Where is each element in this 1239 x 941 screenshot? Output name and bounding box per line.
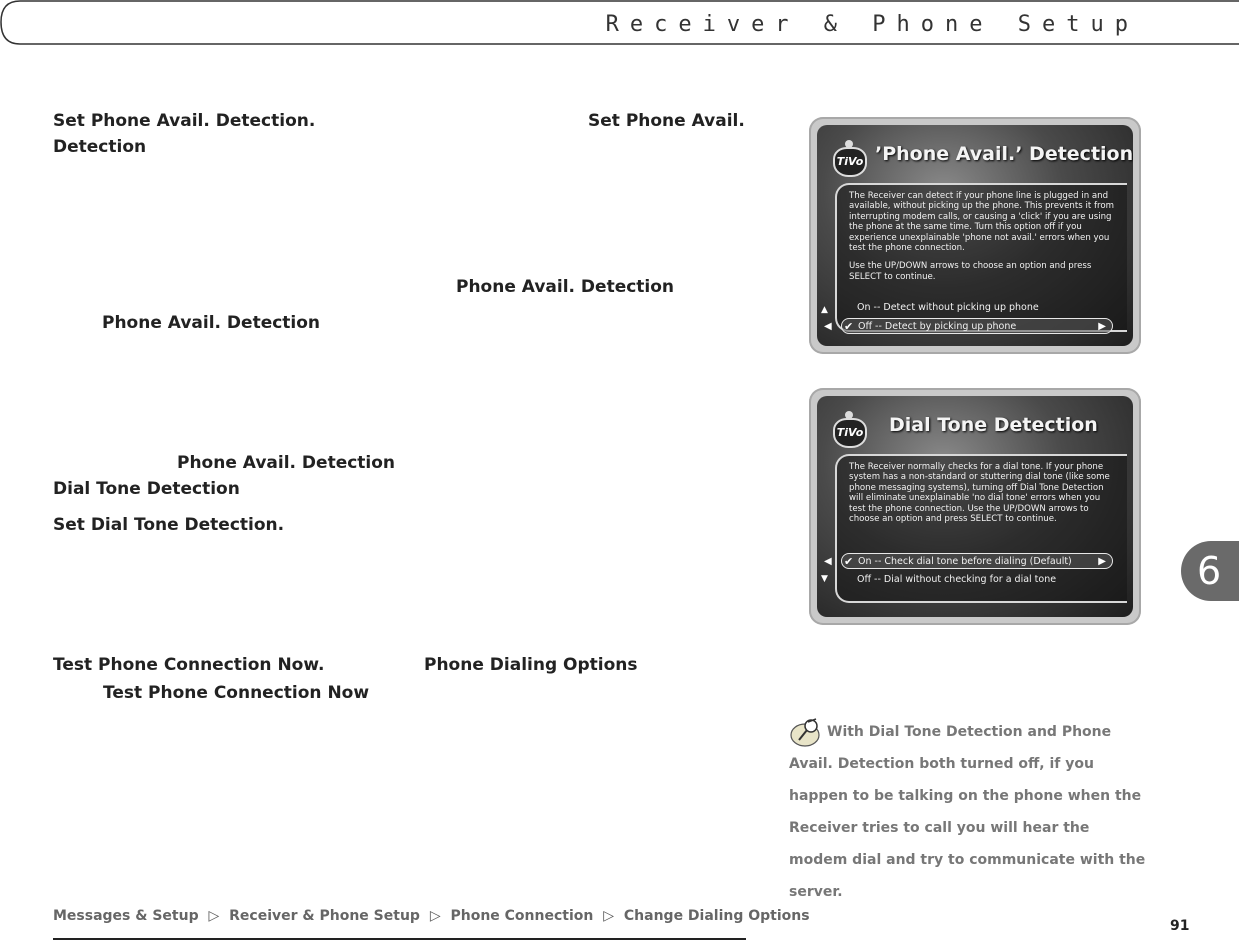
phone-avail-detection-screenshot <box>809 117 1141 354</box>
footer-rule <box>53 938 746 940</box>
checkmark-icon: ✔ <box>844 320 854 333</box>
up-arrow-icon: ▲ <box>821 305 828 315</box>
phone-dialing-options-label: Phone Dialing Options <box>424 655 638 675</box>
chapter-tab: 6 <box>1181 541 1239 601</box>
left-arrow-icon: ◀ <box>824 321 832 332</box>
right-arrow-icon: ▶ <box>1098 556 1106 567</box>
phone-avail-detection-label: Phone Avail. Detection <box>456 277 675 297</box>
breadcrumb-item[interactable]: Change Dialing Options <box>623 908 810 924</box>
option-label: On -- Check dial tone before dialing (Default) <box>858 556 1072 567</box>
breadcrumb-arrow-icon: ▷ <box>603 908 615 924</box>
detection-label: Detection <box>53 137 147 157</box>
tivo-logo: TiVo <box>833 418 867 448</box>
test-phone-connection-now-label: Test Phone Connection Now <box>103 683 370 703</box>
screen-body <box>849 462 1119 532</box>
down-arrow-icon: ▼ <box>821 574 828 584</box>
checkmark-icon: ✔ <box>844 555 854 568</box>
screen-title: ’Phone Avail.’ Detection <box>875 143 1133 165</box>
breadcrumb-item[interactable]: Receiver & Phone Setup <box>229 908 420 924</box>
screen-paragraph: Use the UP/DOWN arrows to choose an option and press SELECT to continue. <box>849 261 1092 282</box>
tivo-logo: TiVo <box>833 147 867 177</box>
tip-note <box>789 716 1149 908</box>
breadcrumb-arrow-icon: ▷ <box>429 908 441 924</box>
page-header-title: Receiver & Phone Setup <box>605 12 1139 37</box>
tv-screen <box>817 125 1133 346</box>
set-phone-avail-label: Set Phone Avail. <box>588 111 745 131</box>
page-header <box>0 0 1239 46</box>
page-number: 91 <box>1170 918 1190 934</box>
phone-avail-detection-label: Phone Avail. Detection <box>177 453 396 473</box>
breadcrumb <box>53 908 810 924</box>
screen-paragraph: The Receiver normally checks for a dial tone. If your phone system has a non-standard or stuttering dial tone (like some phone messaging systems), turning off Dial Tone Detection will eliminate unexplainable 'no dial tone' errors when you test the phone connection. Use the UP/DOWN arrows to choose an option and press SELECT to continue. <box>849 462 1110 525</box>
phone-avail-detection-label: Phone Avail. Detection <box>102 313 321 333</box>
option-on[interactable] <box>841 300 1113 316</box>
set-phone-avail-detection-label: Set Phone Avail. Detection. <box>53 111 316 131</box>
breadcrumb-arrow-icon: ▷ <box>208 908 220 924</box>
option-off-selected[interactable] <box>824 318 1113 334</box>
tip-text: With Dial Tone Detection and Phone Avail. Detection both turned off, if you happen to be talking on the phone when the Receiver tries to call you will hear the modem dial and try to communicate with the server. <box>789 724 1146 900</box>
set-dial-tone-detection-label: Set Dial Tone Detection. <box>53 515 285 535</box>
option-label: Off -- Dial without checking for a dial tone <box>857 574 1057 585</box>
dial-tone-detection-screenshot <box>809 388 1141 625</box>
screen-body <box>849 191 1119 290</box>
pushpin-icon <box>789 716 825 748</box>
breadcrumb-item[interactable]: Messages & Setup <box>53 908 199 924</box>
left-arrow-icon: ◀ <box>824 556 832 567</box>
dial-tone-detection-label: Dial Tone Detection <box>53 479 240 499</box>
right-arrow-icon: ▶ <box>1098 321 1106 332</box>
tv-screen <box>817 396 1133 617</box>
option-off[interactable] <box>841 572 1113 588</box>
screen-paragraph: The Receiver can detect if your phone line is plugged in and available, without picking up the phone. This prevents it from interrupting modem calls, or causing a 'click' if you are using the phone at the same time. Turn this option off if you experience unexplainable 'phone not avail.' errors when you test the phone connection. <box>849 191 1114 254</box>
breadcrumb-item[interactable]: Phone Connection <box>450 908 594 924</box>
screen-title: Dial Tone Detection <box>889 414 1098 436</box>
test-phone-connection-now-label: Test Phone Connection Now. <box>53 655 325 675</box>
option-on-selected[interactable] <box>824 553 1113 569</box>
option-label: Off -- Detect by picking up phone <box>858 321 1017 332</box>
option-label: On -- Detect without picking up phone <box>857 302 1039 313</box>
